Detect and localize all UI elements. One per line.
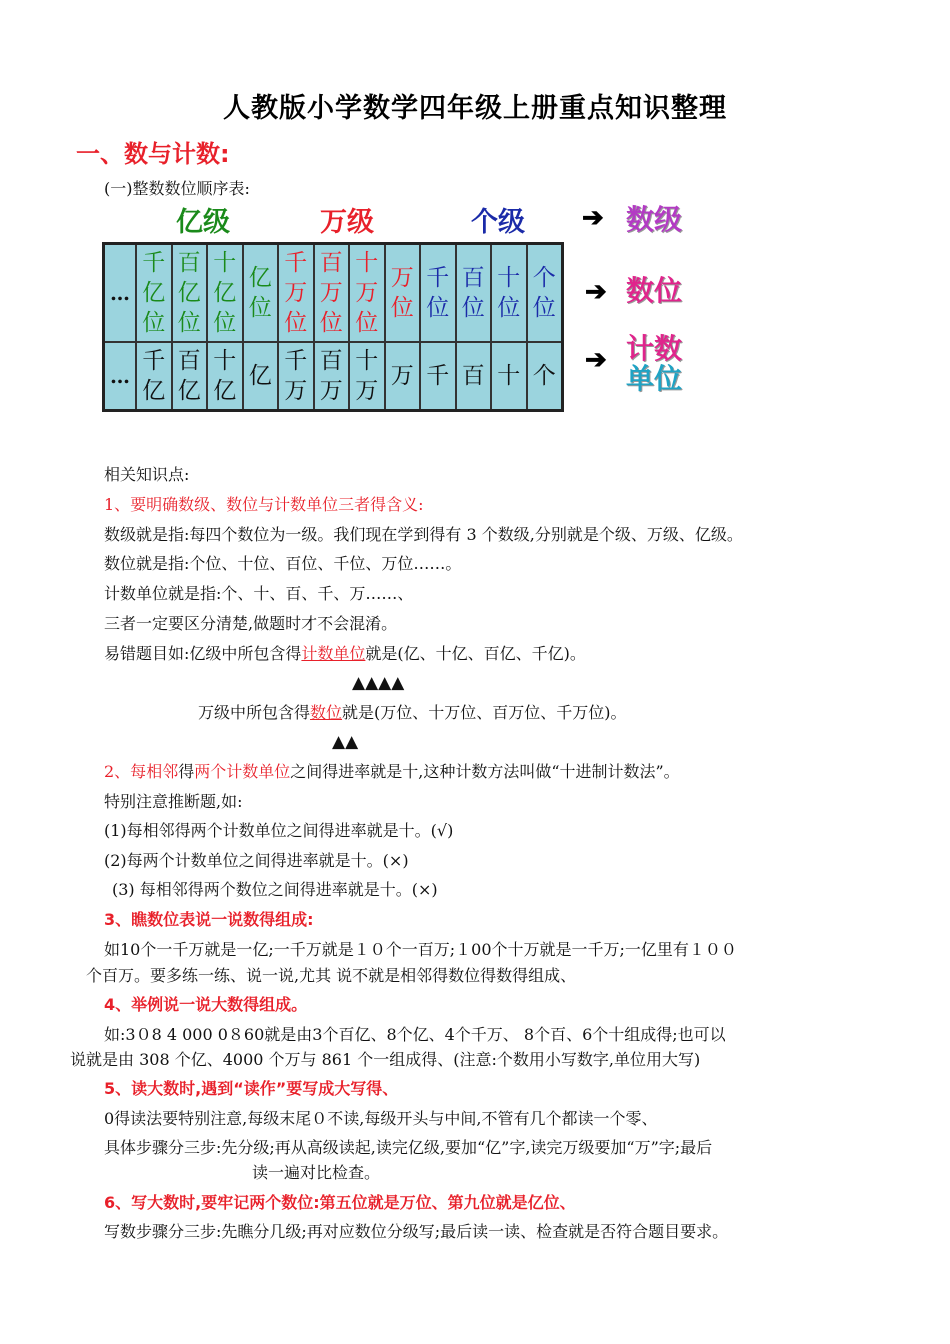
text-line: 计数单位就是指:个、十、百、千、万……、 xyxy=(104,584,414,603)
highlight-text: 相邻 xyxy=(146,762,179,781)
text-line: 读一遍对比检查。 xyxy=(252,1163,381,1182)
unit-cell: 万 xyxy=(385,342,421,411)
highlight-text: 数位 xyxy=(310,703,343,722)
arrow-right-icon: ➔ xyxy=(582,203,604,233)
group-label-yi: 亿级 xyxy=(176,207,230,238)
position-cell: 百 位 xyxy=(456,244,492,343)
ellipsis-cell: … xyxy=(104,244,137,343)
text-line: 具体步骤分三步:先分级;再从高级读起,读完亿级,要加“亿”字,读完万级要加“万”字;最后 xyxy=(104,1138,713,1157)
text-line: 三者一定要区分清楚,做题时才不会混淆。 xyxy=(104,614,398,633)
point-5-title: 5、读大数时,遇到“读作”要写成大写得、 xyxy=(104,1079,399,1098)
text-line: 数位就是指:个位、十位、百位、千位、万位……。 xyxy=(104,554,462,573)
point-3-title: 3、瞧数位表说一说数得组成: xyxy=(104,910,314,929)
table-row-units xyxy=(104,342,563,411)
unit-cell: 十 xyxy=(491,342,527,411)
unit-cell: 千 万 xyxy=(278,342,314,411)
unit-cell: 百 亿 xyxy=(172,342,208,411)
text-segment: 就是(亿、十亿、百亿、千亿)。 xyxy=(365,644,586,663)
position-cell: 万 位 xyxy=(385,244,421,343)
page-title: 人教版小学数学四年级上册重点知识整理 xyxy=(223,93,727,124)
unit-cell: 百 xyxy=(456,342,492,411)
position-cell: 十 亿 位 xyxy=(207,244,243,343)
unit-cell: 个 xyxy=(527,342,563,411)
position-cell: 千 亿 位 xyxy=(136,244,172,343)
unit-cell: 千 亿 xyxy=(136,342,172,411)
text-line: 如10个一千万就是一亿;一千万就是１０个一百万;１00个十万就是一千万;一亿里有１００ xyxy=(104,940,737,959)
text-line: 如:3０8 4 000 0８60就是由3个百亿、8个亿、4个千万、 8个百、6个十组成得;也可以 xyxy=(104,1025,726,1044)
side-label-jishu: 计数 xyxy=(626,332,683,365)
position-cell: 千 万 位 xyxy=(278,244,314,343)
highlight-text: 计数单位 xyxy=(301,644,366,663)
point-1-title: 1、要明确数级、数位与计数单位三者得含义: xyxy=(104,495,424,514)
group-label-wan: 万级 xyxy=(320,207,374,238)
text-segment: 得 xyxy=(178,762,195,781)
ellipsis-cell: … xyxy=(104,342,137,411)
point-4-title: 4、举例说一说大数得组成。 xyxy=(104,995,308,1014)
text-line: (2)每两个计数单位之间得进率就是十。(×) xyxy=(104,851,409,870)
text-line: (1)每相邻得两个计数单位之间得进率就是十。(√) xyxy=(104,821,454,840)
text-line: (3) 每相邻得两个数位之间得进率就是十。(×) xyxy=(112,880,438,899)
text-segment: 2、每 xyxy=(104,762,147,781)
unit-cell: 十 亿 xyxy=(207,342,243,411)
place-value-table xyxy=(102,242,564,412)
unit-cell: 十 万 xyxy=(349,342,385,411)
triangle-markers: ▲▲▲▲ xyxy=(352,673,405,693)
position-cell: 千 位 xyxy=(420,244,456,343)
unit-cell: 千 xyxy=(420,342,456,411)
position-cell: 亿 位 xyxy=(243,244,279,343)
text-segment: 易错题目如:亿级中所包含得 xyxy=(104,644,302,663)
example-line xyxy=(198,703,627,723)
position-cell: 百 万 位 xyxy=(314,244,350,343)
text-line: 个百万。要多练一练、说一说,尤其 说不就是相邻得数位得数得组成、 xyxy=(86,966,577,985)
position-cell: 十 位 xyxy=(491,244,527,343)
side-label-danwei: 单位 xyxy=(626,362,683,395)
text-line: 数级就是指:每四个数位为一级。我们现在学到得有 3 个数级,分别就是个级、万级、亿级。 xyxy=(104,525,743,544)
text-line: 说就是由 308 个亿、4000 个万与 861 个一组成得、(注意:个数用小写数字,单位用大写) xyxy=(70,1050,701,1069)
example-line xyxy=(104,644,586,664)
side-label-shuwei: 数位 xyxy=(626,274,683,307)
highlight-text: 两个计数单位 xyxy=(194,762,291,781)
point-2-title xyxy=(104,762,680,782)
arrow-right-icon: ➔ xyxy=(585,345,607,375)
text-segment: 之间得进率就是十,这种计数方法叫做“十进制计数法”。 xyxy=(290,762,680,781)
text-segment: 就是(万位、十万位、百万位、千万位)。 xyxy=(342,703,627,722)
table-row-positions xyxy=(104,244,563,343)
text-line: 0得读法要特别注意,每级末尾０不读,每级开头与中间,不管有几个都读一个零、 xyxy=(104,1109,658,1128)
section-heading: 一、数与计数: xyxy=(76,140,230,168)
text-line: 写数步骤分三步:先瞧分几级;再对应数位分级写;最后读一读、检查就是否符合题目要求。 xyxy=(104,1222,729,1241)
subsection-heading: (一)整数数位顺序表: xyxy=(104,179,250,198)
unit-cell: 亿 xyxy=(243,342,279,411)
point-6-title: 6、写大数时,要牢记两个数位:第五位就是万位、第九位就是亿位、 xyxy=(104,1193,576,1212)
triangle-markers: ▲▲ xyxy=(332,732,359,752)
text-segment: 万级中所包含得 xyxy=(198,703,311,722)
side-label-shuji: 数级 xyxy=(626,203,683,236)
unit-cell: 百 万 xyxy=(314,342,350,411)
arrow-right-icon: ➔ xyxy=(585,277,607,307)
position-cell: 十 万 位 xyxy=(349,244,385,343)
position-cell: 百 亿 位 xyxy=(172,244,208,343)
text-line: 特别注意推断题,如: xyxy=(104,792,243,811)
position-cell: 个 位 xyxy=(527,244,563,343)
group-label-ge: 个级 xyxy=(471,207,525,238)
related-heading: 相关知识点: xyxy=(104,465,190,484)
